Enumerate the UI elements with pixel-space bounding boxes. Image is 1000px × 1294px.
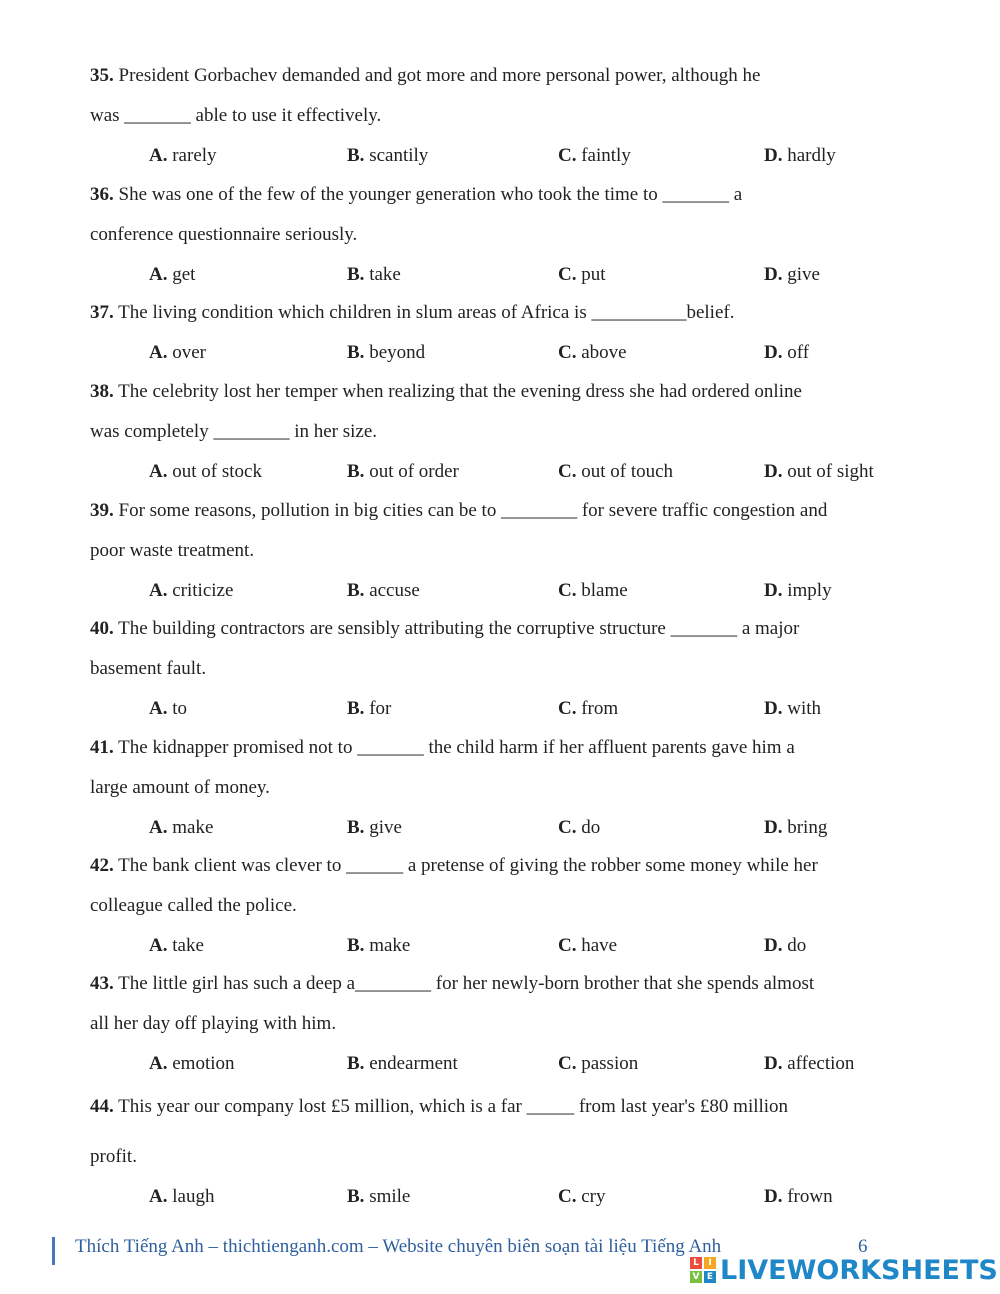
answer-option[interactable]	[764, 136, 836, 176]
question-line	[90, 1004, 920, 1044]
question-line	[90, 56, 920, 96]
answer-option[interactable]	[558, 1044, 638, 1084]
question-line	[90, 768, 920, 808]
answer-option[interactable]	[149, 255, 195, 295]
option-letter: D.	[764, 698, 783, 719]
question-number: 40.	[90, 618, 114, 639]
option-letter: A.	[149, 264, 168, 285]
option-letter: C.	[558, 935, 577, 956]
option-text: give	[369, 817, 402, 838]
question-text: The bank client was clever to ______ a pretense of giving the robber some money while her	[118, 855, 818, 876]
answer-option[interactable]	[149, 689, 187, 729]
question-line	[90, 293, 920, 333]
logo-block: E	[704, 1271, 716, 1283]
option-letter: D.	[764, 1053, 783, 1074]
option-text: bring	[787, 817, 828, 838]
question-line	[90, 886, 920, 926]
option-text: affection	[787, 1053, 855, 1074]
option-letter: D.	[764, 264, 783, 285]
question-39	[90, 491, 920, 611]
option-letter: C.	[558, 145, 577, 166]
answer-option[interactable]	[558, 136, 631, 176]
option-text: rarely	[172, 145, 217, 166]
option-letter: C.	[558, 342, 577, 363]
answer-option[interactable]	[149, 571, 233, 611]
option-text: faintly	[581, 145, 631, 166]
option-text: for	[369, 698, 392, 719]
answer-option[interactable]	[764, 255, 820, 295]
option-text: cry	[581, 1186, 606, 1207]
logo-block: V	[690, 1271, 702, 1283]
answer-option[interactable]	[764, 333, 809, 373]
question-text: President Gorbachev demanded and got more and more personal power, although he	[118, 65, 761, 86]
answer-options	[90, 136, 920, 176]
answer-option[interactable]	[149, 1044, 235, 1084]
answer-option[interactable]	[149, 926, 204, 966]
question-number: 44.	[90, 1096, 114, 1117]
answer-option[interactable]	[764, 452, 874, 492]
answer-option[interactable]	[558, 333, 627, 373]
option-letter: D.	[764, 580, 783, 601]
option-letter: B.	[347, 935, 365, 956]
answer-options	[90, 808, 920, 848]
option-letter: D.	[764, 1186, 783, 1207]
answer-option[interactable]	[347, 1044, 458, 1084]
option-letter: A.	[149, 145, 168, 166]
answer-options	[90, 1177, 920, 1217]
question-text: poor waste treatment.	[90, 540, 255, 561]
option-text: do	[787, 935, 807, 956]
answer-options	[90, 689, 920, 729]
option-letter: D.	[764, 461, 783, 482]
option-text: blame	[581, 580, 628, 601]
option-letter: B.	[347, 1053, 365, 1074]
answer-option[interactable]	[558, 452, 673, 492]
option-text: make	[369, 935, 411, 956]
answer-options	[90, 255, 920, 295]
question-line	[90, 96, 920, 136]
question-line	[90, 1137, 920, 1177]
option-text: out of stock	[172, 461, 262, 482]
logo-block: L	[690, 1257, 702, 1269]
option-letter: D.	[764, 145, 783, 166]
option-letter: B.	[347, 580, 365, 601]
question-line	[90, 649, 920, 689]
answer-options	[90, 926, 920, 966]
answer-option[interactable]	[149, 1177, 214, 1217]
option-text: hardly	[787, 145, 836, 166]
option-letter: B.	[347, 698, 365, 719]
answer-option[interactable]	[764, 926, 806, 966]
question-35	[90, 56, 920, 176]
answer-option[interactable]	[764, 571, 832, 611]
option-letter: C.	[558, 817, 577, 838]
option-letter: C.	[558, 698, 577, 719]
question-text: The building contractors are sensibly attributing the corruptive structure _______ a major	[118, 618, 800, 639]
answer-option[interactable]	[764, 1177, 833, 1217]
question-text: all her day off playing with him.	[90, 1013, 337, 1034]
option-text: scantily	[369, 145, 429, 166]
question-number: 37.	[90, 302, 114, 323]
option-letter: D.	[764, 817, 783, 838]
question-number: 38.	[90, 381, 114, 402]
option-text: accuse	[369, 580, 420, 601]
option-text: endearment	[369, 1053, 458, 1074]
answer-option[interactable]	[347, 255, 401, 295]
option-letter: D.	[764, 935, 783, 956]
option-text: frown	[787, 1186, 833, 1207]
question-text: colleague called the police.	[90, 895, 297, 916]
question-line	[90, 372, 920, 412]
question-number: 43.	[90, 973, 114, 994]
answer-option[interactable]	[558, 926, 617, 966]
option-text: have	[581, 935, 618, 956]
question-37	[90, 293, 920, 373]
option-letter: B.	[347, 342, 365, 363]
option-text: emotion	[172, 1053, 235, 1074]
answer-option[interactable]	[764, 689, 821, 729]
question-text: was completely ________ in her size.	[90, 421, 378, 442]
option-text: take	[172, 935, 204, 956]
question-text: basement fault.	[90, 658, 207, 679]
option-letter: B.	[347, 1186, 365, 1207]
answer-options	[90, 333, 920, 373]
answer-option[interactable]	[764, 808, 827, 848]
answer-option[interactable]	[347, 333, 425, 373]
question-line	[90, 1087, 920, 1127]
answer-option[interactable]	[149, 452, 262, 492]
footer-divider	[52, 1237, 55, 1265]
question-line	[90, 491, 920, 531]
option-letter: A.	[149, 817, 168, 838]
question-line	[90, 846, 920, 886]
answer-option[interactable]	[347, 808, 402, 848]
option-text: smile	[369, 1186, 411, 1207]
answer-option[interactable]	[558, 255, 606, 295]
answer-option[interactable]	[558, 571, 628, 611]
option-letter: C.	[558, 580, 577, 601]
question-text: profit.	[90, 1146, 137, 1167]
question-44	[90, 1087, 920, 1217]
option-text: from	[581, 698, 619, 719]
option-text: criticize	[172, 580, 234, 601]
answer-option[interactable]	[149, 808, 213, 848]
footer-text: Thích Tiếng Anh – thichtienganh.com – Website chuyên biên soạn tài liệu Tiếng Anh	[75, 1236, 722, 1257]
option-letter: D.	[764, 342, 783, 363]
question-line	[90, 412, 920, 452]
question-text: The kidnapper promised not to _______ the child harm if her affluent parents gave him a	[118, 737, 795, 758]
option-text: laugh	[172, 1186, 215, 1207]
answer-option[interactable]	[558, 1177, 606, 1217]
question-text: She was one of the few of the younger generation who took the time to _______ a	[118, 184, 743, 205]
option-letter: C.	[558, 1186, 577, 1207]
question-text: The celebrity lost her temper when realizing that the evening dress she had ordered online	[118, 381, 802, 402]
question-text: conference questionnaire seriously.	[90, 224, 358, 245]
option-text: do	[581, 817, 601, 838]
question-number: 41.	[90, 737, 114, 758]
question-40	[90, 609, 920, 729]
option-text: out of sight	[787, 461, 874, 482]
answer-option[interactable]	[347, 136, 428, 176]
option-letter: A.	[149, 935, 168, 956]
question-36	[90, 175, 920, 295]
question-number: 36.	[90, 184, 114, 205]
answer-option[interactable]	[347, 452, 459, 492]
question-41	[90, 728, 920, 848]
answer-option[interactable]	[347, 571, 420, 611]
answer-options	[90, 452, 920, 492]
question-line	[90, 175, 920, 215]
option-letter: B.	[347, 817, 365, 838]
question-line	[90, 531, 920, 571]
question-number: 39.	[90, 500, 114, 521]
question-line	[90, 964, 920, 1004]
option-text: to	[172, 698, 188, 719]
answer-option[interactable]	[149, 136, 217, 176]
question-text: The living condition which children in slum areas of Africa is __________belief.	[118, 302, 735, 323]
option-text: put	[581, 264, 606, 285]
logo-block: I	[704, 1257, 716, 1269]
question-text: was _______ able to use it effectively.	[90, 105, 382, 126]
option-text: make	[172, 817, 214, 838]
logo-text: LIVEWORKSHEETS	[720, 1254, 998, 1286]
answer-option[interactable]	[347, 689, 391, 729]
option-letter: C.	[558, 1053, 577, 1074]
option-text: get	[172, 264, 196, 285]
question-line	[90, 215, 920, 255]
question-text: The little girl has such a deep a________ for her newly-born brother that she spends almost	[118, 973, 815, 994]
option-text: beyond	[369, 342, 426, 363]
answer-option[interactable]	[764, 1044, 854, 1084]
logo-blocks-icon	[690, 1257, 716, 1283]
option-letter: A.	[149, 698, 168, 719]
option-text: out of touch	[581, 461, 674, 482]
option-letter: A.	[149, 461, 168, 482]
answer-options	[90, 1044, 920, 1084]
answer-option[interactable]	[149, 333, 206, 373]
page-number: 6	[858, 1236, 868, 1257]
option-letter: A.	[149, 580, 168, 601]
answer-option[interactable]	[558, 808, 600, 848]
option-text: over	[172, 342, 206, 363]
question-38	[90, 372, 920, 492]
question-line	[90, 728, 920, 768]
option-letter: B.	[347, 264, 365, 285]
option-text: with	[787, 698, 822, 719]
option-text: above	[581, 342, 627, 363]
liveworksheets-logo[interactable]	[690, 1255, 998, 1285]
option-letter: A.	[149, 1186, 168, 1207]
question-text: large amount of money.	[90, 777, 270, 798]
question-line	[90, 609, 920, 649]
answer-option[interactable]	[347, 1177, 410, 1217]
option-letter: A.	[149, 1053, 168, 1074]
option-letter: A.	[149, 342, 168, 363]
answer-option[interactable]	[558, 689, 618, 729]
answer-options	[90, 571, 920, 611]
question-number: 35.	[90, 65, 114, 86]
answer-option[interactable]	[347, 926, 410, 966]
question-text: This year our company lost £5 million, which is a far _____ from last year's £80 million	[118, 1096, 789, 1117]
option-letter: C.	[558, 264, 577, 285]
option-text: imply	[787, 580, 832, 601]
option-letter: C.	[558, 461, 577, 482]
option-text: off	[787, 342, 810, 363]
question-42	[90, 846, 920, 966]
option-text: give	[787, 264, 820, 285]
option-text: out of order	[369, 461, 459, 482]
question-text: For some reasons, pollution in big cities can be to ________ for severe traffic congestion and	[118, 500, 828, 521]
question-number: 42.	[90, 855, 114, 876]
option-letter: B.	[347, 145, 365, 166]
option-text: take	[369, 264, 401, 285]
question-43	[90, 964, 920, 1084]
option-text: passion	[581, 1053, 639, 1074]
option-letter: B.	[347, 461, 365, 482]
